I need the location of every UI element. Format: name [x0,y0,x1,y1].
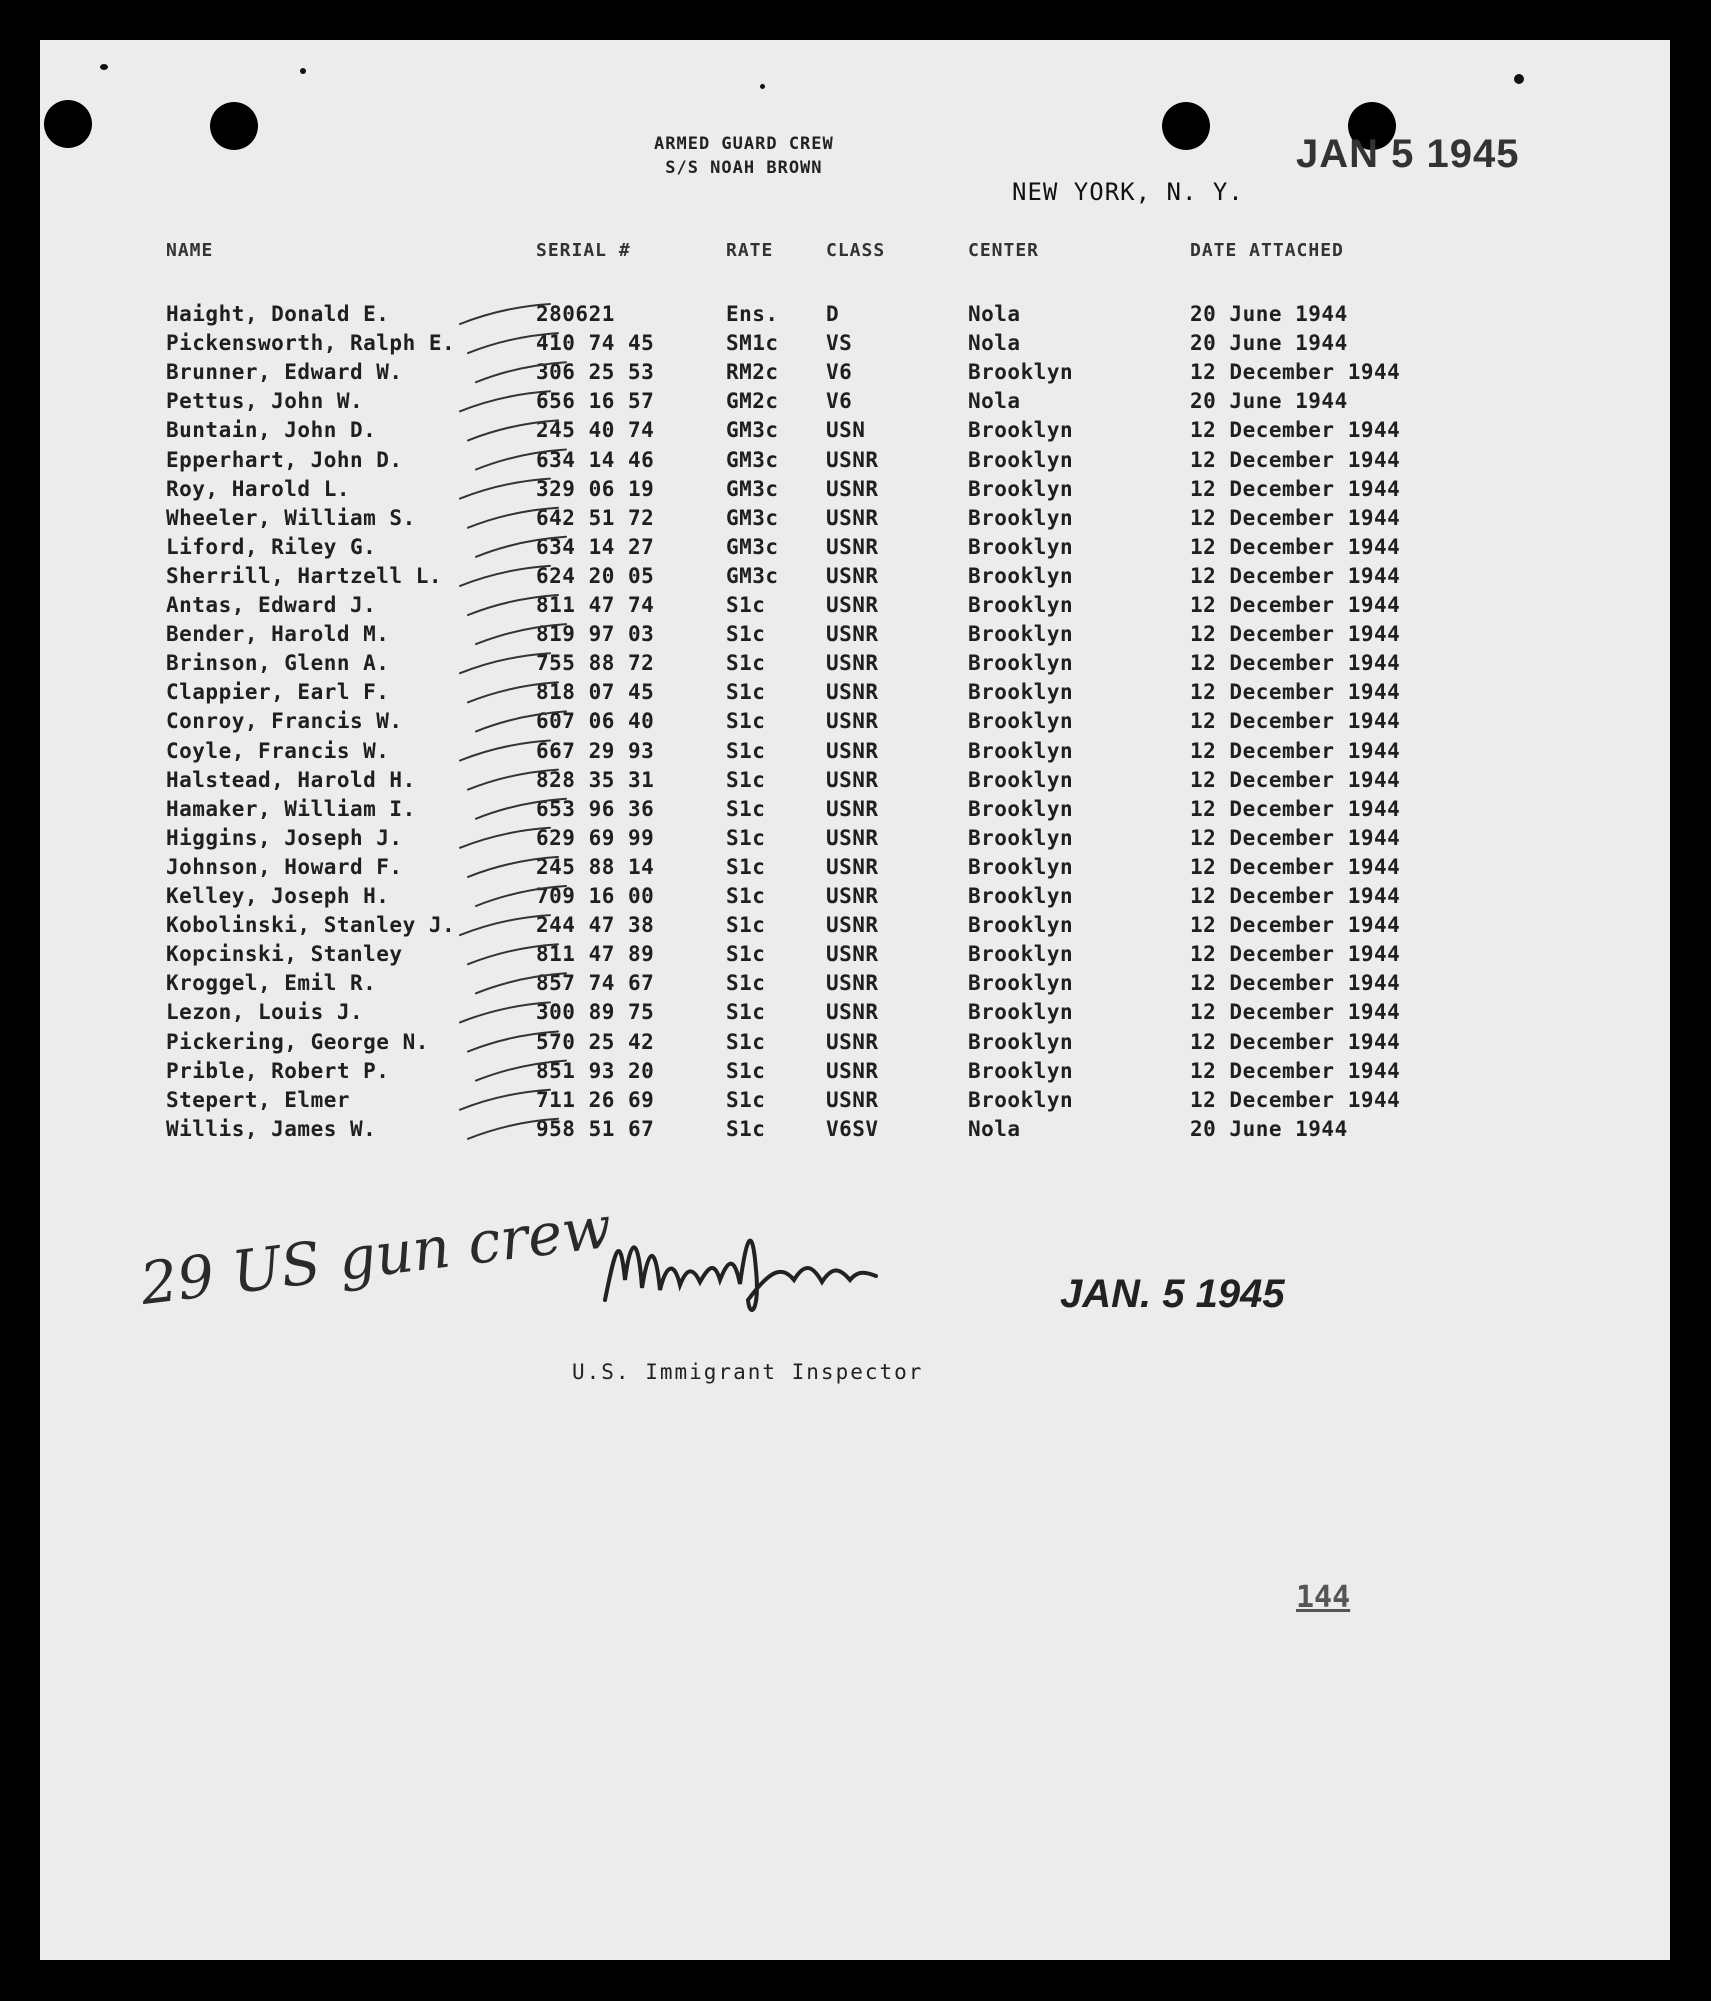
crew-rate-cell: GM3c [726,534,779,559]
crew-name-cell: Higgins, Joseph J. [166,825,403,850]
crew-center-cell: Brooklyn [968,418,1074,443]
crew-name-cell: Wheeler, William S. [166,505,416,530]
crew-center-cell: Brooklyn [968,1000,1074,1025]
crew-serial-cell: 570 25 42 [536,1029,655,1054]
signature-scribble [600,1210,960,1330]
crew-center-cell: Brooklyn [968,709,1074,734]
crew-name-cell: Pettus, John W. [166,389,364,414]
crew-rate-cell: S1c [726,767,766,792]
crew-name-cell: Clappier, Earl F. [166,680,390,705]
crew-serial-cell: 653 96 36 [536,796,655,821]
punch-hole [44,100,92,148]
crew-serial-cell: 634 14 27 [536,534,655,559]
crew-center-cell: Brooklyn [968,796,1074,821]
crew-center-cell: Brooklyn [968,360,1074,385]
crew-name-cell: Kroggel, Emil R. [166,971,377,996]
crew-center-cell: Brooklyn [968,825,1074,850]
crew-name-cell: Coyle, Francis W. [166,738,390,763]
crew-date-cell: 12 December 1944 [1190,796,1401,821]
crew-rate-cell: S1c [726,1116,766,1141]
table-row [40,884,1670,913]
crew-name-cell: Prible, Robert P. [166,1058,390,1083]
crew-name-cell: Hamaker, William I. [166,796,416,821]
crew-class-cell: USNR [826,971,879,996]
crew-rate-cell: S1c [726,854,766,879]
table-row [40,593,1670,622]
crew-center-cell: Brooklyn [968,884,1074,908]
crew-class-cell: USNR [826,767,879,792]
crew-date-cell: 12 December 1944 [1190,680,1401,705]
crew-date-cell: 20 June 1944 [1190,1116,1348,1141]
crew-center-cell: Brooklyn [968,476,1074,501]
crew-serial-cell: 245 88 14 [536,854,655,879]
crew-date-cell: 12 December 1944 [1190,476,1401,501]
crew-name-cell: Pickering, George N. [166,1029,429,1054]
crew-serial-cell: 709 16 00 [536,884,655,908]
crew-class-cell: USNR [826,622,879,647]
crew-class-cell: USNR [826,447,879,472]
crew-date-cell: 12 December 1944 [1190,1058,1401,1083]
crew-date-cell: 12 December 1944 [1190,913,1401,938]
column-header-name: NAME [166,240,214,261]
crew-rate-cell: S1c [726,1087,766,1112]
document-title [654,132,834,180]
crew-class-cell: USNR [826,651,879,676]
crew-name-cell: Epperhart, John D. [166,447,403,472]
crew-rate-cell: GM3c [726,563,779,588]
crew-name-cell: Kelley, Joseph H. [166,884,390,908]
speck [1514,74,1524,84]
crew-class-cell: USNR [826,796,879,821]
crew-center-cell: Brooklyn [968,447,1074,472]
crew-class-cell: USNR [826,680,879,705]
location-text: NEW YORK, N. Y. [1012,178,1244,206]
crew-date-cell: 12 December 1944 [1190,1087,1401,1112]
table-row [40,855,1670,884]
table-row [40,302,1670,331]
crew-center-cell: Brooklyn [968,767,1074,792]
crew-rate-cell: S1c [726,1029,766,1054]
crew-date-cell: 12 December 1944 [1190,505,1401,530]
table-row [40,477,1670,506]
date-stamp: JAN 5 1945 [1296,132,1520,176]
crew-class-cell: V6 [826,360,853,385]
crew-serial-cell: 811 47 89 [536,942,655,967]
table-row [40,913,1670,942]
crew-date-cell: 12 December 1944 [1190,360,1401,385]
table-row [40,680,1670,709]
crew-center-cell: Brooklyn [968,913,1074,938]
crew-rate-cell: GM3c [726,447,779,472]
table-row [40,971,1670,1000]
crew-rate-cell: S1c [726,680,766,705]
crew-name-cell: Willis, James W. [166,1116,377,1141]
crew-rate-cell: SM1c [726,331,779,356]
crew-date-cell: 12 December 1944 [1190,738,1401,763]
crew-rate-cell: S1c [726,593,766,617]
crew-class-cell: USNR [826,709,879,734]
crew-class-cell: USNR [826,1087,879,1112]
crew-serial-cell: 828 35 31 [536,767,655,792]
crew-center-cell: Brooklyn [968,738,1074,763]
crew-serial-cell: 300 89 75 [536,1000,655,1025]
crew-date-cell: 12 December 1944 [1190,593,1401,617]
column-headers [40,240,1670,270]
crew-name-cell: Johnson, Howard F. [166,854,403,879]
table-row [40,942,1670,971]
table-row [40,360,1670,389]
crew-class-cell: USN [826,418,866,443]
crew-class-cell: USNR [826,563,879,588]
table-row [40,1000,1670,1029]
crew-rate-cell: S1c [726,1058,766,1083]
signed-date: JAN. 5 1945 [1060,1272,1285,1316]
crew-center-cell: Brooklyn [968,505,1074,530]
crew-center-cell: Brooklyn [968,680,1074,705]
table-row [40,1059,1670,1088]
crew-class-cell: USNR [826,505,879,530]
crew-center-cell: Brooklyn [968,563,1074,588]
crew-center-cell: Brooklyn [968,1087,1074,1112]
crew-rate-cell: S1c [726,971,766,996]
crew-class-cell: USNR [826,884,879,908]
crew-date-cell: 12 December 1944 [1190,651,1401,676]
crew-date-cell: 12 December 1944 [1190,884,1401,908]
crew-date-cell: 12 December 1944 [1190,1000,1401,1025]
speck [760,84,765,89]
crew-serial-cell: 244 47 38 [536,913,655,938]
table-row [40,709,1670,738]
crew-rate-cell: GM3c [726,418,779,443]
crew-serial-cell: 851 93 20 [536,1058,655,1083]
crew-rate-cell: S1c [726,942,766,967]
crew-class-cell: D [826,302,840,326]
inspector-title: U.S. Immigrant Inspector [572,1360,924,1384]
crew-rate-cell: RM2c [726,360,779,385]
crew-serial-cell: 624 20 05 [536,563,655,588]
table-row [40,1030,1670,1059]
crew-class-cell: USNR [826,476,879,501]
column-header-rate: RATE [726,240,774,261]
table-row [40,418,1670,447]
crew-rate-cell: S1c [726,1000,766,1025]
crew-rate-cell: S1c [726,884,766,908]
crew-name-cell: Kopcinski, Stanley [166,942,403,967]
crew-rate-cell: S1c [726,651,766,676]
crew-center-cell: Brooklyn [968,942,1074,967]
crew-name-cell: Pickensworth, Ralph E. [166,331,456,356]
column-header-serial: SERIAL # [536,240,631,261]
crew-date-cell: 20 June 1944 [1190,389,1348,414]
crew-serial-cell: 711 26 69 [536,1087,655,1112]
crew-name-cell: Antas, Edward J. [166,593,377,617]
title-line-2: S/S NOAH BROWN [665,158,823,178]
crew-serial-cell: 857 74 67 [536,971,655,996]
crew-class-cell: USNR [826,1000,879,1025]
crew-name-cell: Roy, Harold L. [166,476,351,501]
crew-serial-cell: 634 14 46 [536,447,655,472]
table-row [40,739,1670,768]
table-row [40,1088,1670,1117]
crew-date-cell: 20 June 1944 [1190,331,1348,356]
crew-center-cell: Nola [968,1116,1021,1141]
crew-class-cell: USNR [826,825,879,850]
crew-center-cell: Brooklyn [968,1029,1074,1054]
crew-serial-cell: 329 06 19 [536,476,655,501]
table-row [40,768,1670,797]
handwritten-note: 29 US gun crew [136,1192,616,1318]
crew-class-cell: USNR [826,738,879,763]
crew-date-cell: 12 December 1944 [1190,1029,1401,1054]
crew-rate-cell: S1c [726,796,766,821]
crew-date-cell: 12 December 1944 [1190,622,1401,647]
crew-rate-cell: S1c [726,622,766,647]
table-row [40,506,1670,535]
crew-name-cell: Brunner, Edward W. [166,360,403,385]
crew-center-cell: Brooklyn [968,622,1074,647]
crew-name-cell: Sherrill, Hartzell L. [166,563,443,588]
signature [600,1210,960,1334]
crew-class-cell: USNR [826,942,879,967]
crew-rate-cell: GM3c [726,505,779,530]
crew-date-cell: 12 December 1944 [1190,767,1401,792]
crew-name-cell: Liford, Riley G. [166,534,377,559]
crew-rate-cell: GM3c [726,476,779,501]
crew-class-cell: V6 [826,389,853,414]
column-header-center: CENTER [968,240,1040,261]
crew-name-cell: Kobolinski, Stanley J. [166,913,456,938]
crew-serial-cell: 410 74 45 [536,331,655,356]
crew-serial-cell: 642 51 72 [536,505,655,530]
crew-rate-cell: S1c [726,913,766,938]
table-row [40,622,1670,651]
crew-center-cell: Brooklyn [968,854,1074,879]
crew-rate-cell: S1c [726,825,766,850]
crew-date-cell: 12 December 1944 [1190,854,1401,879]
crew-center-cell: Brooklyn [968,593,1074,617]
title-line-1: ARMED GUARD CREW [654,134,834,154]
page-number: 144 [1296,1580,1351,1615]
punch-hole [210,102,258,150]
crew-serial-cell: 819 97 03 [536,622,655,647]
crew-date-cell: 12 December 1944 [1190,447,1401,472]
crew-rate-cell: Ens. [726,302,779,326]
crew-serial-cell: 811 47 74 [536,593,655,617]
crew-class-cell: USNR [826,913,879,938]
crew-name-cell: Buntain, John D. [166,418,377,443]
crew-class-cell: USNR [826,1058,879,1083]
crew-center-cell: Brooklyn [968,534,1074,559]
crew-serial-cell: 818 07 45 [536,680,655,705]
crew-center-cell: Nola [968,302,1021,326]
table-row [40,1117,1670,1146]
table-row [40,651,1670,680]
column-header-class: CLASS [826,240,886,261]
crew-rate-cell: S1c [726,738,766,763]
crew-serial-cell: 958 51 67 [536,1116,655,1141]
crew-class-cell: V6SV [826,1116,879,1141]
crew-class-cell: USNR [826,534,879,559]
crew-class-cell: USNR [826,1029,879,1054]
crew-name-cell: Stepert, Elmer [166,1087,351,1112]
crew-serial-cell: 607 06 40 [536,709,655,734]
table-row [40,389,1670,418]
crew-date-cell: 12 December 1944 [1190,942,1401,967]
column-header-date-attached: DATE ATTACHED [1190,240,1344,261]
crew-center-cell: Brooklyn [968,1058,1074,1083]
crew-rate-cell: GM2c [726,389,779,414]
crew-rate-cell: S1c [726,709,766,734]
punch-hole [1162,102,1210,150]
crew-serial-cell: 306 25 53 [536,360,655,385]
table-row [40,448,1670,477]
crew-serial-cell: 755 88 72 [536,651,655,676]
crew-name-cell: Lezon, Louis J. [166,1000,364,1025]
table-row [40,331,1670,360]
crew-center-cell: Brooklyn [968,651,1074,676]
crew-center-cell: Nola [968,389,1021,414]
crew-date-cell: 12 December 1944 [1190,825,1401,850]
crew-class-cell: VS [826,331,853,356]
crew-name-cell: Halstead, Harold H. [166,767,416,792]
crew-serial-cell: 245 40 74 [536,418,655,443]
crew-date-cell: 12 December 1944 [1190,563,1401,588]
crew-name-cell: Brinson, Glenn A. [166,651,390,676]
crew-serial-cell: 280621 [536,302,615,326]
crew-center-cell: Nola [968,331,1021,356]
table-row [40,826,1670,855]
crew-serial-cell: 667 29 93 [536,738,655,763]
crew-date-cell: 12 December 1944 [1190,418,1401,443]
crew-date-cell: 12 December 1944 [1190,709,1401,734]
crew-class-cell: USNR [826,593,879,617]
table-row [40,797,1670,826]
speck [300,68,306,74]
crew-serial-cell: 629 69 99 [536,825,655,850]
crew-name-cell: Haight, Donald E. [166,302,390,326]
crew-date-cell: 12 December 1944 [1190,971,1401,996]
crew-date-cell: 12 December 1944 [1190,534,1401,559]
crew-name-cell: Conroy, Francis W. [166,709,403,734]
crew-date-cell: 20 June 1944 [1190,302,1348,326]
table-row [40,535,1670,564]
speck [100,64,108,70]
crew-center-cell: Brooklyn [968,971,1074,996]
crew-name-cell: Bender, Harold M. [166,622,390,647]
crew-serial-cell: 656 16 57 [536,389,655,414]
table-row [40,564,1670,593]
crew-class-cell: USNR [826,854,879,879]
document-page [40,40,1670,1960]
